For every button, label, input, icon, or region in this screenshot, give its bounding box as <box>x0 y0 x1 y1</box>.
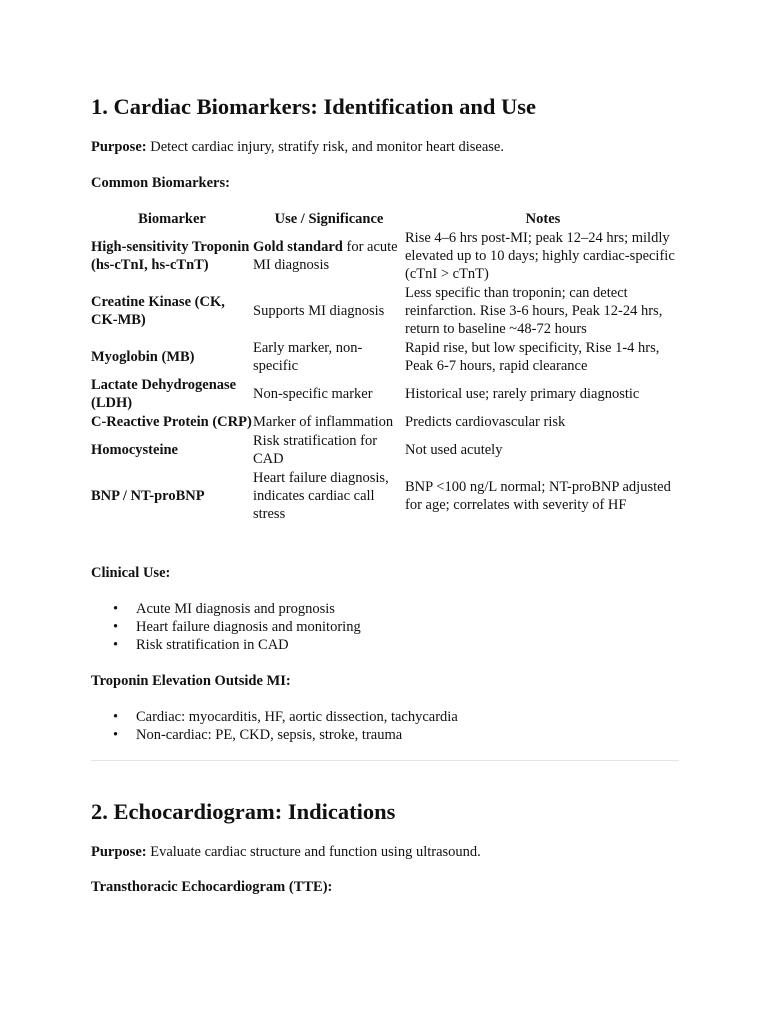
list-item: • Cardiac: myocarditis, HF, aortic dissection, tachycardia <box>113 709 458 725</box>
biomarker-table-body <box>91 229 681 524</box>
section-1-title: 1. Cardiac Biomarkers: Identification and Use <box>91 94 536 119</box>
use-cell <box>253 432 405 469</box>
column-header-notes: Notes <box>525 211 561 227</box>
table-row <box>91 376 681 413</box>
purpose-text: Detect cardiac injury, stratify risk, and monitor heart disease. <box>146 139 504 155</box>
bullet-icon: • <box>113 637 119 653</box>
purpose-label: Purpose: <box>91 844 147 860</box>
use-text: Risk stratification for CAD <box>253 433 378 467</box>
biomarker-cell: Creatine Kinase (CK, CK-MB) <box>91 294 225 328</box>
use-cell <box>253 376 405 413</box>
column-header-use: Use / Significance <box>274 211 384 227</box>
notes-cell: Historical use; rarely primary diagnostic <box>405 386 640 402</box>
use-cell <box>253 229 405 284</box>
biomarker-cell: High-sensitivity Troponin (hs-cTnI, hs-cTnT) <box>91 239 250 273</box>
table-row <box>91 469 681 524</box>
common-biomarkers-heading: Common Biomarkers: <box>91 175 230 191</box>
biomarker-table <box>91 209 681 524</box>
purpose-label: Purpose: <box>91 139 147 155</box>
troponin-elevation-list <box>91 708 458 744</box>
use-cell <box>253 469 405 524</box>
troponin-elevation-heading: Troponin Elevation Outside MI: <box>91 673 291 689</box>
clinical-use-list <box>91 600 361 654</box>
list-item: • Non-cardiac: PE, CKD, sepsis, stroke, trauma <box>113 727 403 743</box>
notes-cell: Less specific than troponin; can detect reinfarction. Rise 3-6 hours, Peak 12-24 hrs, return to baseline ~48-72 hours <box>405 285 663 337</box>
table-row <box>91 229 681 284</box>
table-header-row <box>91 209 681 229</box>
use-text: Heart failure diagnosis, indicates cardiac call stress <box>253 470 389 522</box>
use-text: Early marker, non-specific <box>253 340 363 374</box>
use-text: Non-specific marker <box>253 386 373 402</box>
notes-cell: BNP <100 ng/L normal; NT-proBNP adjusted for age; correlates with severity of HF <box>405 479 671 513</box>
purpose-text: Evaluate cardiac structure and function using ultrasound. <box>146 844 481 860</box>
biomarker-cell: Lactate Dehydrogenase (LDH) <box>91 377 237 411</box>
biomarker-cell: C-Reactive Protein (CRP) <box>91 414 252 430</box>
bullet-icon: • <box>113 727 119 743</box>
section-2-purpose <box>91 843 481 861</box>
bullet-icon: • <box>113 601 119 617</box>
section-1-purpose <box>91 138 504 156</box>
use-text: for acute MI diagnosis <box>253 239 398 273</box>
column-header-biomarker: Biomarker <box>138 211 206 227</box>
clinical-use-heading: Clinical Use: <box>91 565 171 581</box>
table-row <box>91 413 681 432</box>
section-2-title: 2. Echocardiogram: Indications <box>91 799 396 824</box>
table-row <box>91 339 681 376</box>
table-row <box>91 432 681 469</box>
notes-cell: Predicts cardiovascular risk <box>405 414 566 430</box>
list-item: • Acute MI diagnosis and prognosis <box>113 601 335 617</box>
list-item: • Risk stratification in CAD <box>113 637 289 653</box>
notes-cell: Rapid rise, but low specificity, Rise 1-4 hrs, Peak 6-7 hours, rapid clearance <box>405 340 660 374</box>
biomarker-cell: BNP / NT-proBNP <box>91 488 205 504</box>
table-row <box>91 284 681 339</box>
tte-heading: Transthoracic Echocardiogram (TTE): <box>91 879 333 895</box>
bullet-icon: • <box>113 619 119 635</box>
biomarker-cell: Myoglobin (MB) <box>91 349 195 365</box>
notes-cell: Not used acutely <box>405 442 503 458</box>
use-cell <box>253 413 405 432</box>
bullet-icon: • <box>113 709 119 725</box>
list-item: • Heart failure diagnosis and monitoring <box>113 619 361 635</box>
use-text: Marker of inflammation <box>253 414 394 430</box>
use-cell <box>253 284 405 339</box>
notes-cell: Rise 4–6 hrs post-MI; peak 12–24 hrs; mildly elevated up to 10 days; highly cardiac-specific (cTnI > cTnT) <box>405 230 675 282</box>
biomarker-cell: Homocysteine <box>91 442 178 458</box>
section-divider <box>91 760 679 761</box>
use-text: Supports MI diagnosis <box>253 303 385 319</box>
use-cell <box>253 339 405 376</box>
use-emphasis: Gold standard <box>253 239 343 255</box>
